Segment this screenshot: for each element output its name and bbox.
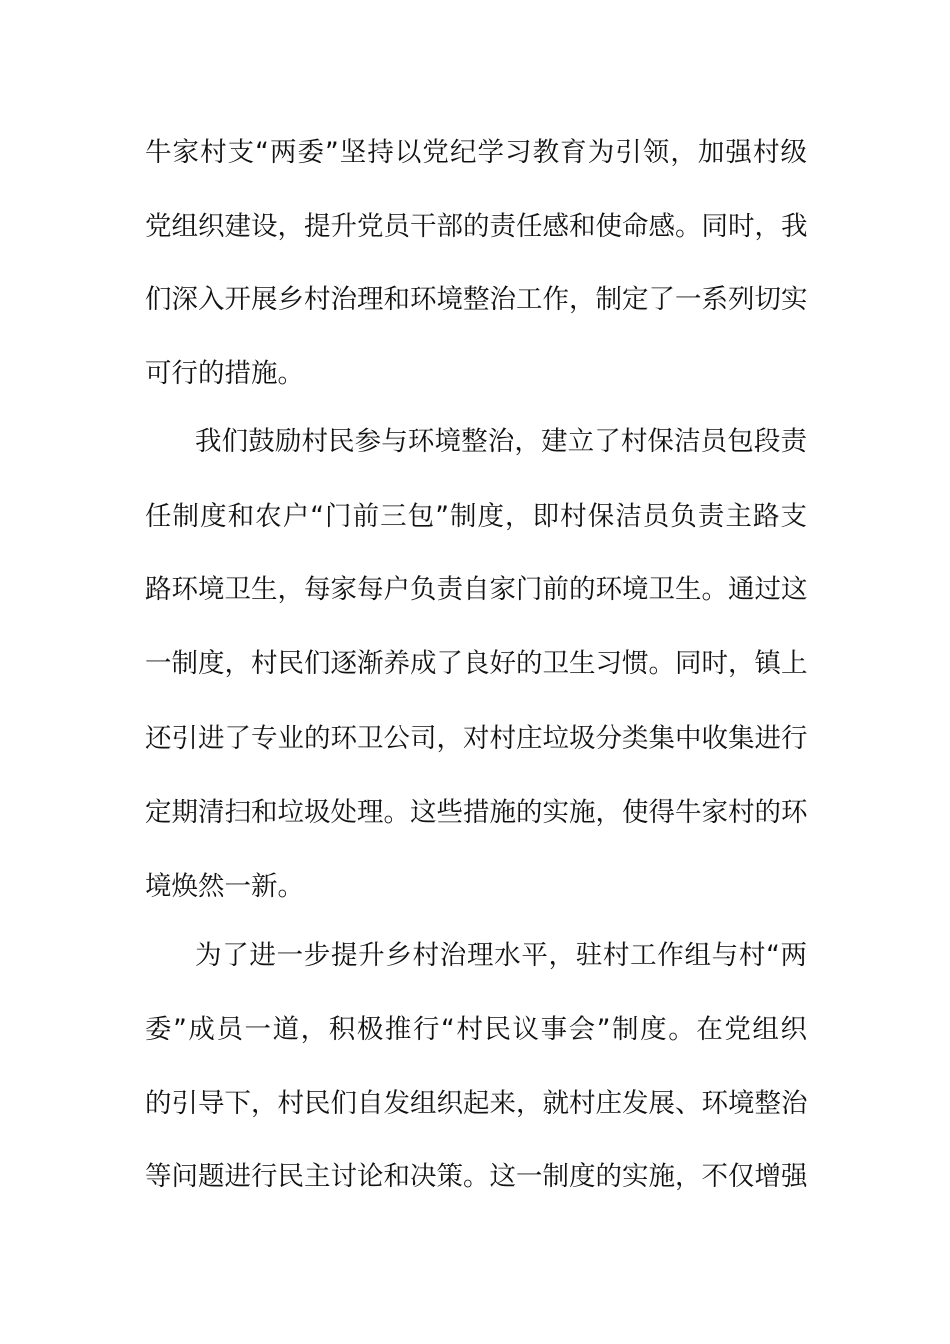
paragraph-3-line-3: 的引导下，村民们自发组织起来，就村庄发展、环境整治 [145,1088,807,1119]
paragraph-3-line-1: 为了进一步提升乡村治理水平，驻村工作组与村“两 [195,940,807,971]
paragraph-2-line-6: 定期清扫和垃圾处理。这些措施的实施，使得牛家村的环 [145,797,807,828]
paragraph-1-line-1: 牛家村支“两委”坚持以党纪学习教育为引领，加强村级 [145,137,807,168]
paragraph-2-line-1: 我们鼓励村民参与环境整治，建立了村保洁员包段责 [195,426,807,457]
paragraph-2-line-7: 境焕然一新。 [145,871,304,902]
paragraph-3-line-4: 等问题进行民主讨论和决策。这一制度的实施，不仅增强 [145,1161,807,1192]
paragraph-2-line-4: 一制度，村民们逐渐养成了良好的卫生习惯。同时，镇上 [145,648,807,679]
paragraph-3-line-2: 委”成员一道，积极推行“村民议事会”制度。在党组织 [145,1014,807,1045]
paragraph-1-line-2: 党组织建设，提升党员干部的责任感和使命感。同时，我 [145,211,807,242]
paragraph-2-line-2: 任制度和农户“门前三包”制度，即村保洁员负责主路支 [145,501,807,532]
paragraph-2-line-3: 路环境卫生，每家每户负责自家门前的环境卫生。通过这 [145,574,807,605]
paragraph-2-line-5: 还引进了专业的环卫公司，对村庄垃圾分类集中收集进行 [145,723,807,754]
paragraph-1-line-3: 们深入开展乡村治理和环境整治工作，制定了一系列切实 [145,284,807,315]
paragraph-1-line-4: 可行的措施。 [145,358,304,389]
